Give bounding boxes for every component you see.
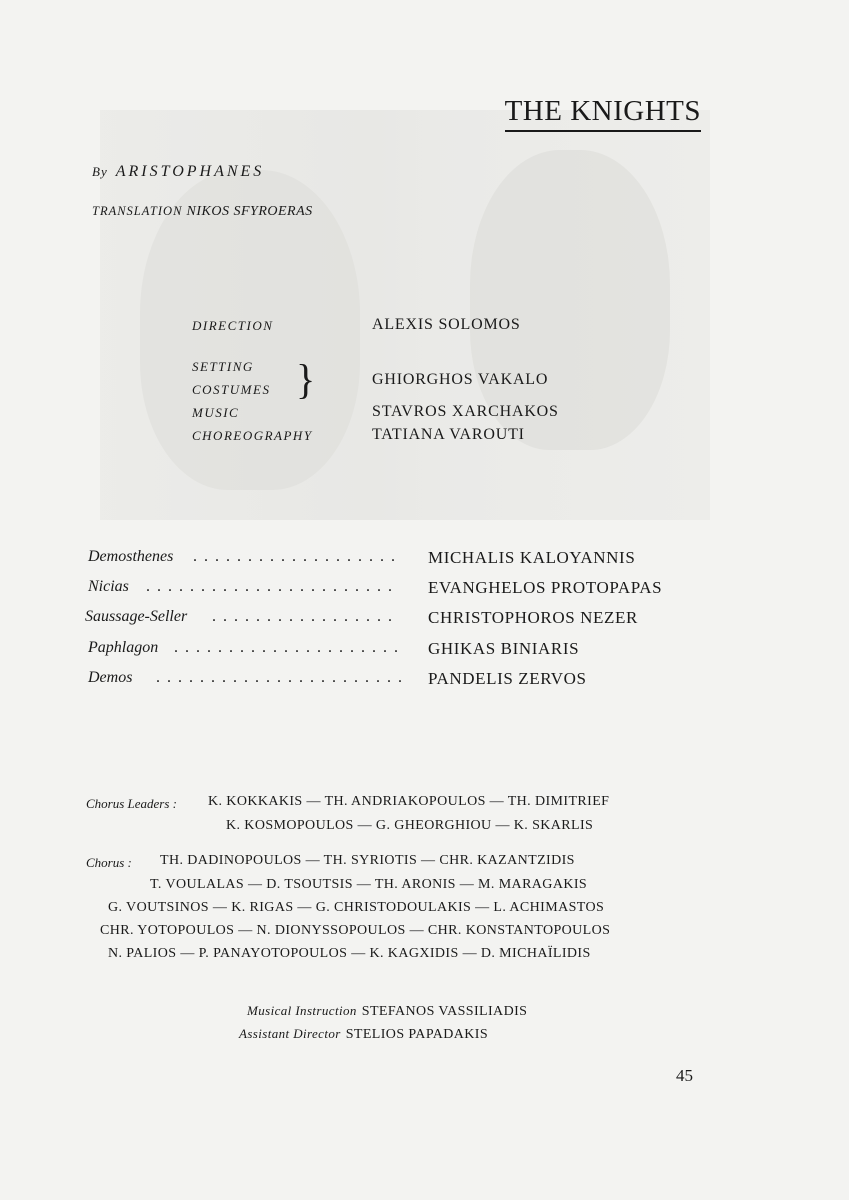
cast-leader-dots: . . . . . . . . . . . . . . . . . . . . . . . <box>156 669 404 686</box>
chorus-leaders-line: K. KOSMOPOULOS — G. GHEORGHIOU — K. SKARLIS <box>226 818 594 833</box>
chorus-label: Chorus : <box>86 855 132 870</box>
chorus-line: TH. DADINOPOULOS — TH. SYRIOTIS — CHR. KAZANTZIDIS <box>160 853 575 868</box>
translation-credit <box>92 204 313 220</box>
chorus-line: T. VOULALAS — D. TSOUTSIS — TH. ARONIS — M. MARAGAKIS <box>150 877 588 892</box>
credit-label-music: MUSIC <box>192 405 240 420</box>
staff-name: STEFANOS VASSILIADIS <box>361 1004 528 1019</box>
credit-label-setting: SETTING <box>192 359 254 374</box>
byline <box>92 163 264 181</box>
cast-role: Paphlagon <box>88 639 159 656</box>
staff-label: Assistant Director <box>239 1026 341 1041</box>
staff-label: Musical Instruction <box>247 1003 357 1018</box>
page-number: 45 <box>676 1066 693 1085</box>
chorus-leaders-label: Chorus Leaders : <box>86 796 178 811</box>
credit-label-costumes: COSTUMES <box>192 382 271 397</box>
byline-prefix: By <box>92 164 108 179</box>
chorus-line: CHR. YOTOPOULOS — N. DIONYSSOPOULOS — CHR. KONSTANTOPOULOS <box>100 923 611 938</box>
cast-actor: PANDELIS ZERVOS <box>428 669 587 688</box>
cast-row <box>85 608 728 632</box>
chorus-line: N. PALIOS — P. PANAYOTOPOULOS — K. KAGXIDIS — D. MICHAÏLIDIS <box>108 946 591 961</box>
cast-role: Demos <box>88 669 133 686</box>
translator-name: NIKOS SFYROERAS <box>186 204 313 219</box>
cast-row <box>88 669 728 693</box>
cast-leader-dots: . . . . . . . . . . . . . . . . . . . . . <box>174 639 400 656</box>
chorus-leaders-line: K. KOKKAKIS — TH. ANDRIAKOPOULOS — TH. DIMITRIEF <box>208 794 610 809</box>
credit-value-choreography: TATIANA VAROUTI <box>372 426 525 443</box>
staff-name: STELIOS PAPADAKIS <box>345 1027 489 1042</box>
cast-role: Saussage-Seller <box>85 608 188 625</box>
cast-leader-dots: . . . . . . . . . . . . . . . . . . . . . . . <box>146 578 394 595</box>
cast-role: Nicias <box>88 578 129 595</box>
credits-brace: } <box>296 355 316 404</box>
author-name: ARISTOPHANES <box>115 163 265 180</box>
cast-actor: EVANGHELOS PROTOPAPAS <box>428 578 663 597</box>
cast-row <box>88 639 728 663</box>
staff-line-musical-instruction <box>247 1003 527 1020</box>
cast-row <box>88 548 728 572</box>
credit-value-direction: ALEXIS SOLOMOS <box>372 316 521 333</box>
credit-label-direction: DIRECTION <box>192 318 274 333</box>
cast-role: Demosthenes <box>88 548 174 565</box>
cast-actor: CHRISTOPHOROS NEZER <box>428 608 638 627</box>
credit-label-choreography: CHOREOGRAPHY <box>192 428 313 443</box>
chorus-line: G. VOUTSINOS — K. RIGAS — G. CHRISTODOULAKIS — L. ACHIMASTOS <box>108 900 605 915</box>
cast-leader-dots: . . . . . . . . . . . . . . . . . . . <box>193 548 397 565</box>
cast-leader-dots: . . . . . . . . . . . . . . . . . <box>212 608 394 625</box>
credit-value-music: STAVROS XARCHAKOS <box>372 403 559 420</box>
cast-actor: GHIKAS BINIARIS <box>428 639 580 658</box>
play-title: THE KNIGHTS <box>505 95 701 132</box>
staff-line-assistant-director <box>239 1026 488 1043</box>
cast-row <box>88 578 728 602</box>
translation-label: TRANSLATION <box>92 204 183 218</box>
credit-value-setting-costumes: GHIORGHOS VAKALO <box>372 371 549 388</box>
cast-actor: MICHALIS KALOYANNIS <box>428 548 636 567</box>
